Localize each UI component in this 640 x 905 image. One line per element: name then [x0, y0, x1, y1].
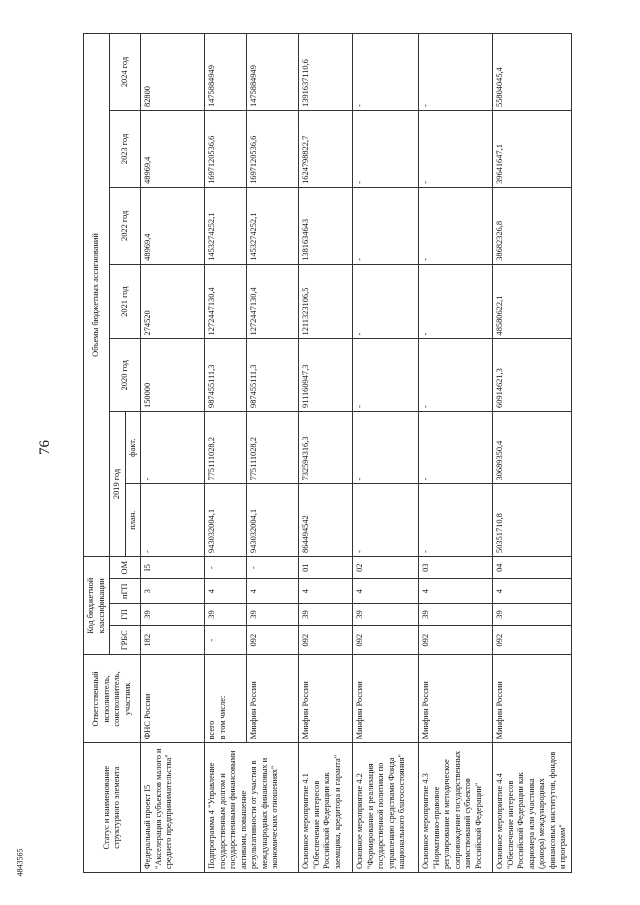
cell-om: -	[205, 556, 247, 579]
cell-2023: 39641647,1	[493, 110, 572, 187]
table-row	[419, 34, 493, 873]
cell-2020: -	[419, 339, 493, 412]
row-responsible: Минфин России	[493, 655, 572, 743]
cell-om: I5	[141, 556, 205, 579]
row-responsible: Минфин России	[247, 655, 299, 743]
header-2023: 2023 год	[110, 110, 141, 187]
header-responsible: Ответственный исполнитель, соисполнитель, участник	[84, 655, 141, 743]
budget-table	[83, 33, 572, 873]
responsible-including: в том числе:	[217, 695, 227, 740]
cell-2023: 1697120536,6	[205, 110, 247, 187]
cell-2023: 1697120536,6	[247, 110, 299, 187]
cell-2022: 1381634643	[299, 187, 353, 264]
cell-2023: 48969,4	[141, 110, 205, 187]
table-row	[493, 34, 572, 873]
header-status: Статус и наименование структурного элемента	[84, 743, 141, 873]
cell-2022: -	[419, 187, 493, 264]
cell-2024: -	[419, 34, 493, 111]
cell-plan-2019: 50351710,8	[493, 484, 572, 557]
header-2021: 2021 год	[110, 264, 141, 339]
cell-gp: 39	[419, 604, 493, 626]
page-number: 76	[37, 440, 53, 455]
cell-grbs: 182	[141, 626, 205, 655]
cell-fact-2019: 775111028,2	[205, 411, 247, 484]
cell-grbs: 092	[299, 626, 353, 655]
cell-om: -	[247, 556, 299, 579]
row-responsible: ФНС России	[141, 655, 205, 743]
cell-pgp: 4	[205, 579, 247, 604]
cell-plan-2019: -	[141, 484, 205, 557]
header-om: ОМ	[110, 556, 141, 579]
cell-2020: 150000	[141, 339, 205, 412]
header-grbs: ГРБС	[110, 626, 141, 655]
cell-gp: 39	[141, 604, 205, 626]
cell-plan-2019: 864494542	[299, 484, 353, 557]
cell-pgp: 4	[299, 579, 353, 604]
cell-pgp: 4	[493, 579, 572, 604]
cell-2021: -	[353, 264, 419, 339]
cell-2020: 911160947,3	[299, 339, 353, 412]
cell-2024: 82800	[141, 34, 205, 111]
row-name: Основное мероприятие 4.2 "Формирование и реализация государственной политики по управлению средствами Фонда национального благосостояния"	[353, 743, 419, 873]
table-row	[353, 34, 419, 873]
document-code: 4843565	[15, 848, 25, 877]
cell-om: 03	[419, 556, 493, 579]
header-2020: 2020 год	[110, 339, 141, 412]
row-responsible: Минфин России	[299, 655, 353, 743]
header-2019: 2019 год	[110, 411, 126, 556]
row-responsible: Минфин России	[419, 655, 493, 743]
cell-2021: 48580622,1	[493, 264, 572, 339]
cell-2024: 1391637110,6	[299, 34, 353, 111]
cell-2021: -	[419, 264, 493, 339]
header-2024: 2024 год	[110, 34, 141, 111]
cell-2022: 48969,4	[141, 187, 205, 264]
cell-plan-2019: 943032004,1	[205, 484, 247, 557]
cell-2024: -	[353, 34, 419, 111]
cell-plan-2019: -	[353, 484, 419, 557]
cell-2022: 38682326,8	[493, 187, 572, 264]
row-name: Подпрограмма 4 "Управление государственным долгом и государственными финансовыми активами, повышение результативности от участия в международных финансовых и экономических отношениях"	[205, 743, 299, 873]
cell-grbs: 092	[247, 626, 299, 655]
row-responsible	[205, 655, 247, 743]
cell-2023: 1624798822,7	[299, 110, 353, 187]
cell-gp: 39	[353, 604, 419, 626]
cell-plan-2019: -	[419, 484, 493, 557]
cell-2020: 987455111,3	[205, 339, 247, 412]
header-volumes: Объемы бюджетных ассигнований	[84, 34, 110, 557]
header-2022: 2022 год	[110, 187, 141, 264]
cell-2021: 274520	[141, 264, 205, 339]
cell-fact-2019: -	[419, 411, 493, 484]
cell-2020: 987455111,3	[247, 339, 299, 412]
cell-pgp: 4	[353, 579, 419, 604]
cell-2021: 1272447130,4	[205, 264, 247, 339]
cell-2023: -	[353, 110, 419, 187]
table-row	[141, 34, 205, 873]
table-row	[205, 34, 247, 873]
cell-2021: 1272447130,4	[247, 264, 299, 339]
cell-grbs: 092	[493, 626, 572, 655]
header-budget-code: Код бюджетной классификации	[84, 556, 110, 655]
row-responsible: Минфин России	[353, 655, 419, 743]
header-plan: план.	[125, 484, 141, 557]
cell-gp: 39	[205, 604, 247, 626]
header-gp: ГП	[110, 604, 141, 626]
header-fact: факт.	[125, 411, 141, 484]
cell-om: 01	[299, 556, 353, 579]
row-name: Основное мероприятие 4.4 "Обеспечение интересов Российской Федерации как акционера или участника (донора) международных финансовых институтов, фондов и программ"	[493, 743, 572, 873]
responsible-total: всего	[207, 720, 216, 740]
row-name: Федеральный проект I5 "Акселерация субъектов малого и среднего предпринимательства"	[141, 743, 205, 873]
cell-pgp: 4	[419, 579, 493, 604]
cell-2024: 55804045,4	[493, 34, 572, 111]
cell-2023: -	[419, 110, 493, 187]
cell-fact-2019: 732594316,3	[299, 411, 353, 484]
cell-grbs: 092	[353, 626, 419, 655]
cell-fact-2019: -	[141, 411, 205, 484]
cell-2024: 1475884949	[247, 34, 299, 111]
cell-om: 04	[493, 556, 572, 579]
cell-pgp: 3	[141, 579, 205, 604]
table-row	[299, 34, 353, 873]
cell-pgp: 4	[247, 579, 299, 604]
cell-gp: 39	[299, 604, 353, 626]
cell-2022: 1453274252,1	[247, 187, 299, 264]
cell-2020: 60914621,3	[493, 339, 572, 412]
cell-gp: 39	[493, 604, 572, 626]
cell-2024: 1475884949	[205, 34, 247, 111]
row-name: Основное мероприятие 4.1 "Обеспечение интересов Российской Федерации как заемщика, кредитора и гаранта"	[299, 743, 353, 873]
header-pgp: пГП	[110, 579, 141, 604]
cell-om: 02	[353, 556, 419, 579]
cell-fact-2019: 30689350,4	[493, 411, 572, 484]
cell-fact-2019: 775111028,2	[247, 411, 299, 484]
cell-2022: -	[353, 187, 419, 264]
cell-plan-2019: 943032004,1	[247, 484, 299, 557]
row-name: Основное мероприятие 4.3 "Нормативно-правовое регулирование и методическое сопровождение государственных заимствований субъектов Российской Федерации"	[419, 743, 493, 873]
cell-fact-2019: -	[353, 411, 419, 484]
rotated-page-content	[83, 33, 623, 873]
cell-2020: -	[353, 339, 419, 412]
cell-gp: 39	[247, 604, 299, 626]
cell-grbs: 092	[419, 626, 493, 655]
cell-2021: 1211323106,5	[299, 264, 353, 339]
cell-2022: 1453274252,1	[205, 187, 247, 264]
cell-grbs: -	[205, 626, 247, 655]
